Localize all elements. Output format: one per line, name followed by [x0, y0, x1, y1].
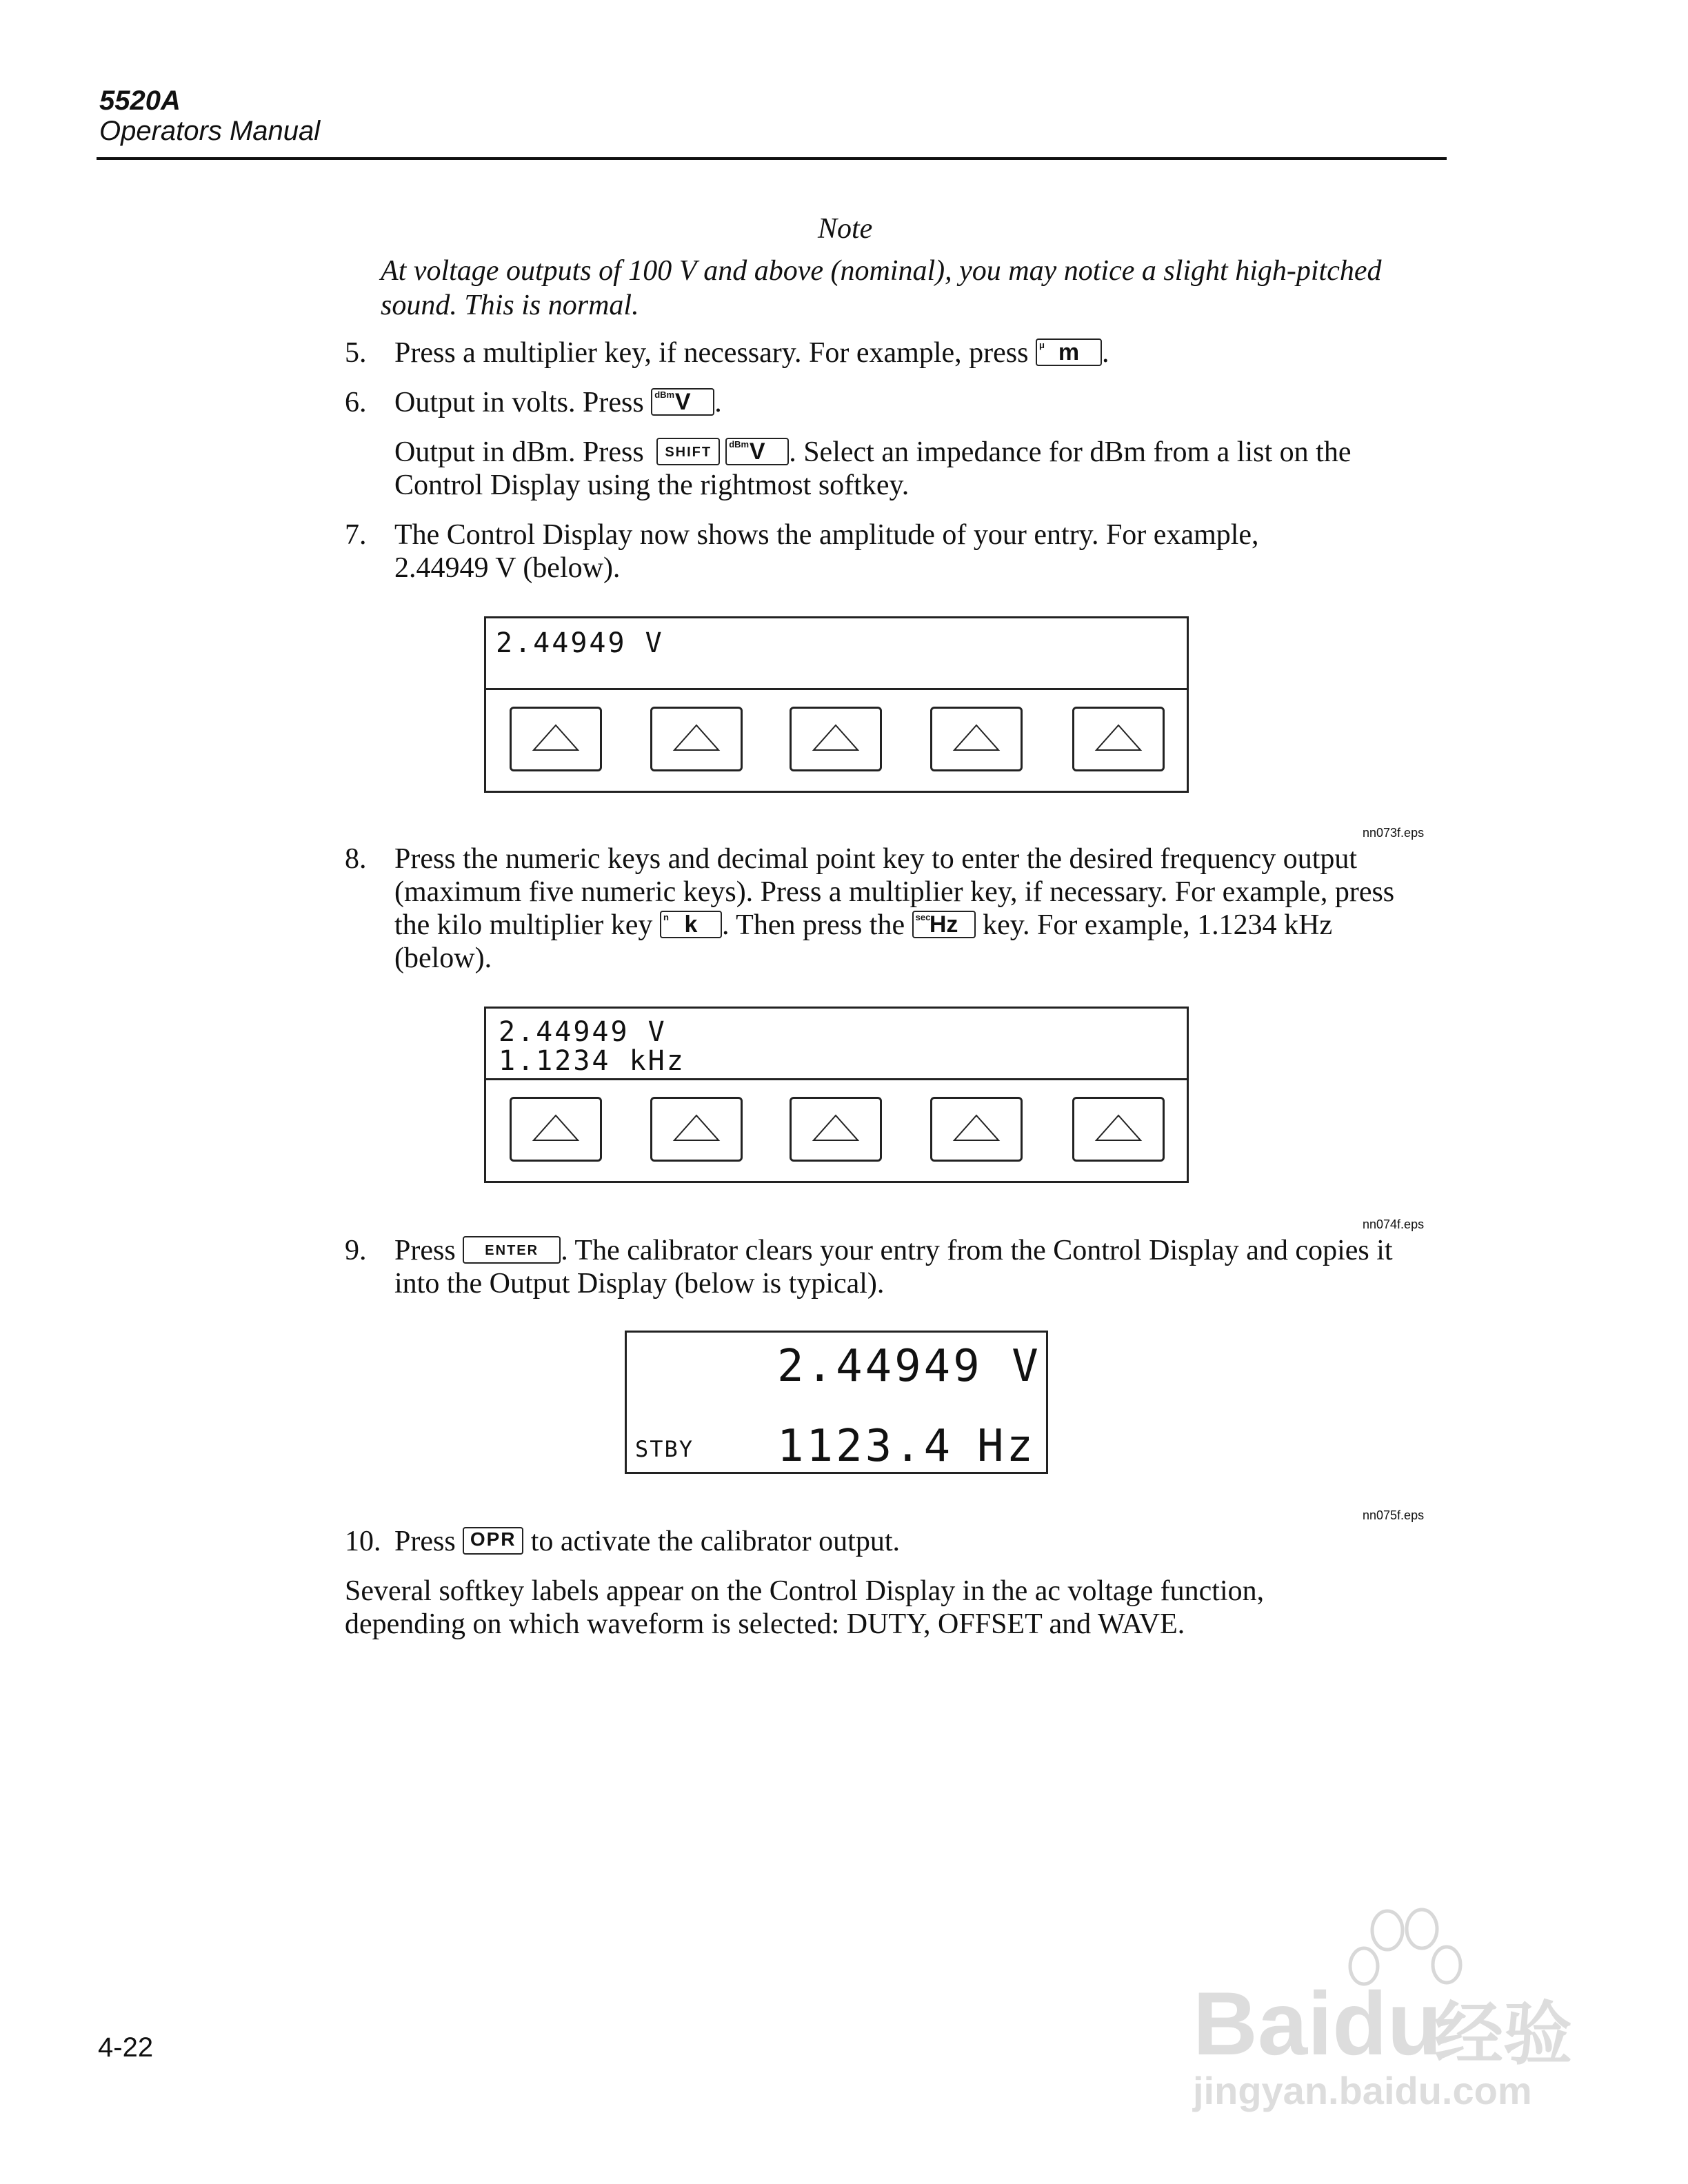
control-display-lcd — [486, 618, 1187, 690]
key-word-label: ENTER — [485, 1243, 539, 1258]
multiplier-key-m — [1036, 338, 1102, 366]
softkey-4[interactable] — [930, 1097, 1023, 1162]
step-8-number: 8. — [345, 843, 367, 875]
softkey-arrow-icon — [932, 709, 1021, 769]
control-display-line-2: 1.1234 kHz — [499, 1045, 685, 1077]
key-sup-label: n — [663, 912, 669, 922]
step-9-text-a: Press — [394, 1235, 463, 1266]
step-6-text-a: Output in volts. Press — [394, 387, 652, 418]
key-word-label: SHIFT — [665, 445, 712, 460]
softkey-5[interactable] — [1072, 707, 1165, 771]
page-number: 4-22 — [98, 2032, 154, 2063]
control-display-figure-2 — [484, 1007, 1189, 1183]
hertz-key — [912, 911, 976, 938]
control-display-line-1: 2.44949 V — [496, 627, 664, 659]
step-5-number: 5. — [345, 337, 367, 369]
softkey-arrow-icon — [652, 1099, 741, 1160]
softkey-2[interactable] — [650, 707, 743, 771]
step-5-text-a: Press a multiplier key, if necessary. For example, press — [394, 337, 1036, 369]
softkey-1[interactable] — [510, 707, 602, 771]
dbm-volts-key — [725, 438, 789, 465]
control-display-figure-1 — [484, 616, 1189, 793]
operate-key — [463, 1527, 523, 1555]
output-display-status: STBY — [635, 1436, 694, 1462]
header-model: 5520A — [99, 85, 181, 116]
step-7-text: The Control Display now shows the amplitude of your entry. For example, 2.44949 V (below). — [394, 519, 1259, 584]
softkey-arrow-icon — [512, 709, 600, 769]
control-display-lcd — [486, 1009, 1187, 1080]
baidu-watermark — [1186, 1903, 1572, 2110]
step-10-text — [394, 1525, 1429, 1558]
softkey-arrow-icon — [792, 1099, 880, 1160]
softkey-arrow-icon — [652, 709, 741, 769]
output-display-figure — [625, 1331, 1048, 1474]
step-6b-text-b: . Select an impedance for dBm from a list on the Control Display using the rightmost softkey. — [394, 436, 1352, 501]
key-sup-label: dBm — [729, 439, 750, 449]
step-8-text — [394, 842, 1429, 975]
figure-1-caption: nn073f.eps — [1363, 826, 1425, 840]
step-10-number: 10. — [345, 1526, 381, 1557]
softkey-arrow-icon — [792, 709, 880, 769]
key-sup-label: dBm — [654, 390, 675, 400]
step-9-number: 9. — [345, 1235, 367, 1266]
step-10-text-a: Press — [394, 1526, 463, 1557]
shift-key — [656, 438, 720, 465]
key-main-label: Hz — [929, 911, 958, 938]
step-6b-text — [394, 436, 1429, 502]
enter-key — [463, 1236, 561, 1264]
figure-3-caption: nn075f.eps — [1363, 1508, 1425, 1522]
closing-paragraph: Several softkey labels appear on the Control Display in the ac voltage function, depending on which waveform is selected: DUTY, OFFSET and WAVE. — [345, 1575, 1265, 1640]
key-main-label: V — [749, 438, 765, 465]
step-6-text-b: . — [714, 387, 722, 418]
volts-key — [651, 388, 714, 416]
softkey-arrow-icon — [1074, 709, 1163, 769]
softkey-arrow-icon — [932, 1099, 1021, 1160]
softkey-5[interactable] — [1072, 1097, 1165, 1162]
watermark-cn: 经验 — [1434, 1996, 1572, 2073]
note-heading: Note — [818, 213, 873, 245]
note-text: At voltage outputs of 100 V and above (nominal), you may notice a slight high-pitched sound. This is normal. — [381, 255, 1382, 321]
step-8-text-c: key. For example, 1.1234 kHz (below). — [394, 909, 1333, 974]
step-9-text-b: . The calibrator clears your entry from the Control Display and copies it into the Output Display (below is typical). — [394, 1235, 1393, 1300]
key-sup-label: sec — [915, 912, 931, 922]
figure-2-caption: nn074f.eps — [1363, 1217, 1425, 1231]
key-main-label: k — [684, 911, 698, 938]
key-sup-label: μ — [1038, 340, 1045, 350]
key-main-label: $\overline{OPR}$ — [470, 1528, 516, 1550]
step-8-text-a: Press the numeric keys and decimal point key to enter the desired frequency output (maximum five numeric keys). Press a multiplier key, if necessary. For example, press the kilo multiplier key — [394, 843, 1395, 941]
control-display-line-1: 2.44949 V — [499, 1016, 667, 1048]
kilo-multiplier-key — [660, 911, 722, 938]
softkey-arrow-icon — [1074, 1099, 1163, 1160]
step-5-text-b: . — [1101, 337, 1109, 369]
key-main-label: m — [1058, 339, 1080, 365]
output-display-unit-2: Hz — [977, 1421, 1036, 1472]
softkey-4[interactable] — [930, 707, 1023, 771]
output-display-value-1: 2.44949 V — [777, 1341, 1041, 1392]
step-8-text-b: . Then press the — [721, 909, 912, 941]
softkey-3[interactable] — [790, 707, 882, 771]
watermark-url: jingyan.baidu.com — [1193, 2069, 1532, 2112]
step-6-text — [394, 386, 1429, 419]
watermark-brand: Baidu — [1193, 1973, 1443, 2074]
output-display-value-2: 1123.4 — [777, 1421, 954, 1472]
header-rule — [97, 157, 1447, 160]
softkey-3[interactable] — [790, 1097, 882, 1162]
softkey-arrow-icon — [512, 1099, 600, 1160]
step-5-text — [394, 336, 1429, 370]
softkey-2[interactable] — [650, 1097, 743, 1162]
header-title: Operators Manual — [99, 116, 321, 146]
step-7-number: 7. — [345, 519, 367, 551]
step-9-text — [394, 1234, 1429, 1300]
key-main-label: V — [674, 389, 691, 415]
softkey-1[interactable] — [510, 1097, 602, 1162]
step-6-number: 6. — [345, 387, 367, 418]
step-6b-text-a: Output in dBm. Press — [394, 436, 652, 468]
step-10-text-b: to activate the calibrator output. — [523, 1526, 900, 1557]
